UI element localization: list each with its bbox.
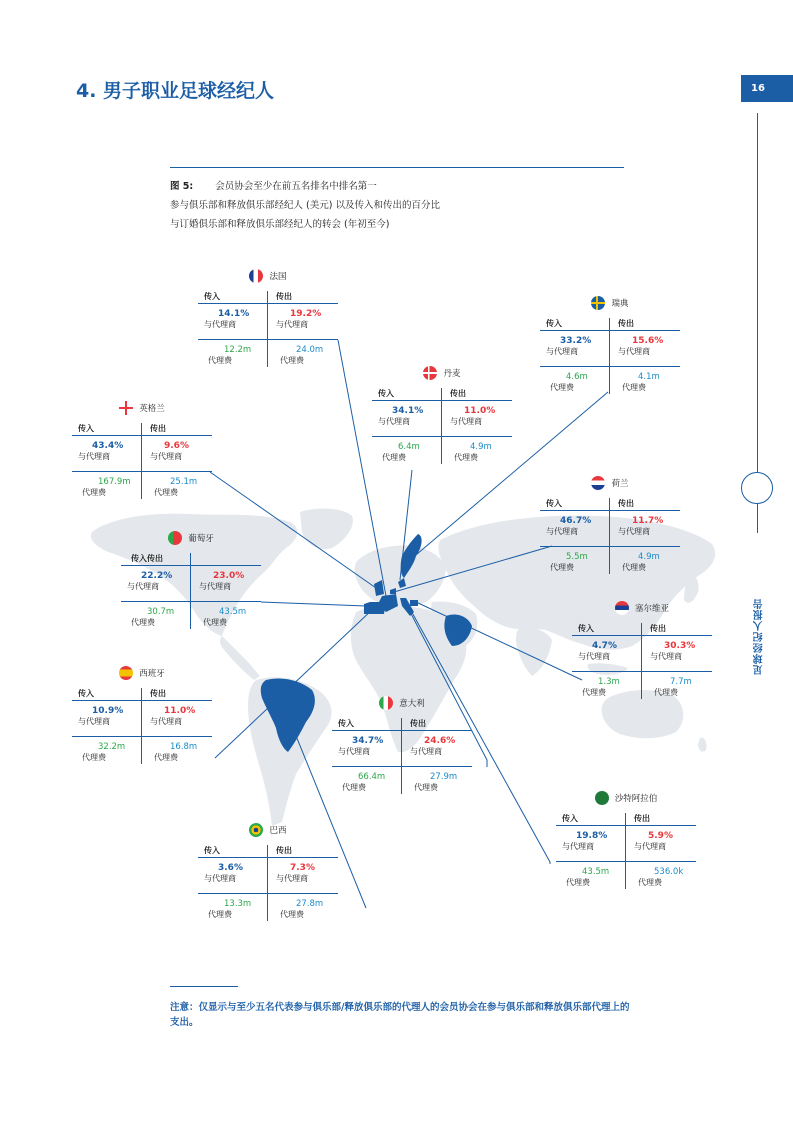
denmark-flag-icon — [423, 366, 437, 380]
agent-fee-label: 代理费 — [414, 783, 438, 792]
divider — [72, 736, 212, 737]
divider — [267, 291, 268, 367]
agent-fee-label: 代理费 — [82, 753, 106, 762]
with-agent-label: 与代理商 — [378, 417, 410, 426]
divider — [372, 400, 512, 401]
in-header: 传入 — [338, 719, 354, 728]
divider — [556, 825, 696, 826]
with-agent-label: 与代理商 — [204, 874, 236, 883]
in-header: 传入 — [78, 689, 94, 698]
page-number-badge: 16 — [741, 75, 793, 102]
divider — [609, 318, 610, 394]
out-header: 传出 — [276, 846, 292, 855]
agent-fee-label: 代理费 — [622, 563, 646, 572]
with-agent-label: 与代理商 — [634, 842, 666, 851]
country-name: 法国 — [269, 272, 287, 282]
agent-fee-label: 代理费 — [280, 910, 304, 919]
out-pct: 15.6% — [632, 336, 664, 346]
out-fee: 16.8m — [170, 742, 198, 752]
agent-fee-label: 代理费 — [208, 356, 232, 365]
divider — [540, 330, 680, 331]
in-header: 传入 — [378, 389, 394, 398]
divider — [625, 813, 626, 889]
caption-line-1: 会员协会至少在前五名排名中排名第一 — [215, 181, 377, 192]
divider — [72, 471, 212, 472]
country-name: 塞尔维亚 — [634, 604, 669, 614]
in-pct: 3.6% — [218, 863, 243, 873]
in-fee: 66.4m — [358, 772, 386, 782]
in-header: 传入 — [204, 292, 220, 301]
in-pct: 33.2% — [560, 336, 592, 346]
country-block-portugal — [121, 530, 261, 640]
divider — [441, 388, 442, 464]
in-pct: 4.7% — [592, 641, 617, 651]
in-pct: 10.9% — [92, 706, 124, 716]
note-rule — [170, 986, 238, 987]
out-fee: 536.0k — [654, 867, 684, 877]
with-agent-label: 与代理商 — [78, 717, 110, 726]
agent-fee-label: 代理费 — [131, 618, 155, 627]
out-pct: 11.7% — [632, 516, 664, 526]
out-header: 传出 — [450, 389, 466, 398]
in-header: 传入 — [78, 424, 94, 433]
agent-fee-label: 代理费 — [154, 753, 178, 762]
out-pct: 11.0% — [464, 406, 496, 416]
spain-flag-icon — [119, 666, 133, 680]
agent-fee-label: 代理费 — [382, 453, 406, 462]
with-agent-label: 与代理商 — [578, 652, 610, 661]
divider — [572, 671, 712, 672]
netherlands-flag-icon — [591, 476, 605, 490]
with-agent-label: 与代理商 — [650, 652, 682, 661]
out-fee: 25.1m — [170, 477, 198, 487]
in-header: 传入 — [204, 846, 220, 855]
in-out-header: 传入传出 — [131, 554, 163, 563]
with-agent-label: 与代理商 — [546, 527, 578, 536]
with-agent-label: 与代理商 — [150, 717, 182, 726]
out-fee: 27.9m — [430, 772, 458, 782]
divider — [540, 366, 680, 367]
country-block-england — [72, 400, 212, 510]
with-agent-label: 与代理商 — [618, 347, 650, 356]
italy-flag-icon — [379, 696, 393, 710]
out-pct: 23.0% — [213, 571, 245, 581]
out-fee: 27.8m — [296, 899, 324, 909]
divider — [332, 730, 472, 731]
france-flag-icon — [249, 269, 263, 283]
out-fee: 4.9m — [470, 442, 492, 452]
divider — [540, 510, 680, 511]
out-fee: 4.1m — [638, 372, 660, 382]
country-name: 荷兰 — [611, 479, 629, 489]
out-pct: 7.3% — [290, 863, 315, 873]
agent-fee-label: 代理费 — [154, 488, 178, 497]
agent-fee-label: 代理费 — [82, 488, 106, 497]
country-name: 西班牙 — [139, 669, 165, 679]
agent-fee-label: 代理费 — [342, 783, 366, 792]
portugal-flag-icon — [168, 531, 182, 545]
country-name: 沙特阿拉伯 — [614, 794, 658, 804]
divider — [121, 565, 261, 566]
saudi-arabia-flag-icon — [595, 791, 609, 805]
out-fee: 4.9m — [638, 552, 660, 562]
in-fee: 4.6m — [566, 372, 588, 382]
out-fee: 24.0m — [296, 345, 324, 355]
country-name: 葡萄牙 — [188, 534, 214, 544]
out-pct: 9.6% — [164, 441, 189, 451]
divider — [72, 435, 212, 436]
in-fee: 43.5m — [582, 867, 610, 877]
divider — [267, 845, 268, 921]
in-fee: 13.3m — [224, 899, 252, 909]
with-agent-label: 与代理商 — [78, 452, 110, 461]
divider — [190, 553, 191, 629]
page-title: 4. 男子职业足球经纪人 — [76, 80, 275, 102]
caption-line-2: 参与俱乐部和释放俱乐部经纪人 (美元) 以及传入和传出的百分比 — [170, 200, 440, 211]
footnote: 注意：仅显示与至少五名代表参与俱乐部/释放俱乐部的代理人的会员协会在参与俱乐部和释放俱乐部代理上的支出。 — [170, 1002, 630, 1028]
country-block-netherlands — [540, 475, 680, 585]
out-pct: 30.3% — [664, 641, 696, 651]
divider — [641, 623, 642, 699]
agent-fee-label: 代理费 — [208, 910, 232, 919]
in-header: 传入 — [562, 814, 578, 823]
divider — [572, 635, 712, 636]
country-name: 巴西 — [269, 826, 287, 836]
with-agent-label: 与代理商 — [450, 417, 482, 426]
in-header: 传入 — [546, 319, 562, 328]
country-block-italy — [332, 695, 472, 805]
in-fee: 5.5m — [566, 552, 588, 562]
out-pct: 24.6% — [424, 736, 456, 746]
out-pct: 11.0% — [164, 706, 196, 716]
leader-portugal — [261, 602, 366, 606]
in-fee: 32.2m — [98, 742, 126, 752]
agent-fee-label: 代理费 — [280, 356, 304, 365]
out-header: 传出 — [410, 719, 426, 728]
with-agent-label: 与代理商 — [338, 747, 370, 756]
in-fee: 1.3m — [598, 677, 620, 687]
agent-fee-label: 代理费 — [566, 878, 590, 887]
divider — [141, 423, 142, 499]
in-fee: 6.4m — [398, 442, 420, 452]
with-agent-label: 与代理商 — [618, 527, 650, 536]
country-name: 瑞典 — [611, 299, 629, 309]
out-fee: 43.5m — [219, 607, 247, 617]
country-block-saudi-arabia — [556, 790, 696, 900]
divider — [198, 857, 338, 858]
in-fee: 12.2m — [224, 345, 252, 355]
out-header: 传出 — [150, 424, 166, 433]
with-agent-label: 与代理商 — [546, 347, 578, 356]
with-agent-label: 与代理商 — [150, 452, 182, 461]
divider — [198, 893, 338, 894]
country-name: 丹麦 — [443, 369, 461, 379]
caption-line-3: 与订婚俱乐部和释放俱乐部经纪人的转会 (年初至今) — [170, 219, 390, 230]
with-agent-label: 与代理商 — [204, 320, 236, 329]
in-fee: 167.9m — [98, 477, 131, 487]
map-spain — [370, 602, 386, 614]
in-pct: 43.4% — [92, 441, 124, 451]
with-agent-label: 与代理商 — [276, 874, 308, 883]
sweden-flag-icon — [591, 296, 605, 310]
out-header: 传出 — [618, 319, 634, 328]
agent-fee-label: 代理费 — [203, 618, 227, 627]
out-header: 传出 — [634, 814, 650, 823]
country-name: 意大利 — [399, 699, 425, 709]
with-agent-label: 与代理商 — [410, 747, 442, 756]
divider — [72, 700, 212, 701]
agent-fee-label: 代理费 — [550, 563, 574, 572]
divider — [332, 766, 472, 767]
divider — [198, 303, 338, 304]
out-fee: 7.7m — [670, 677, 692, 687]
in-pct: 14.1% — [218, 309, 250, 319]
out-header: 传出 — [618, 499, 634, 508]
agent-fee-label: 代理费 — [654, 688, 678, 697]
divider — [121, 601, 261, 602]
in-pct: 22.2% — [141, 571, 173, 581]
out-header: 传出 — [276, 292, 292, 301]
in-pct: 34.7% — [352, 736, 384, 746]
country-block-serbia — [572, 600, 712, 710]
divider — [556, 861, 696, 862]
out-header: 传出 — [650, 624, 666, 633]
out-pct: 5.9% — [648, 831, 673, 841]
england-flag-icon — [119, 401, 133, 415]
out-header: 传出 — [150, 689, 166, 698]
country-block-sweden — [540, 295, 680, 405]
brazil-flag-icon — [249, 823, 263, 837]
with-agent-label: 与代理商 — [562, 842, 594, 851]
in-pct: 46.7% — [560, 516, 592, 526]
divider — [609, 498, 610, 574]
out-pct: 19.2% — [290, 309, 322, 319]
side-report-label: 足球经纪人报告 — [754, 598, 765, 675]
serbia-flag-icon — [615, 601, 629, 615]
map-serbia — [410, 600, 418, 606]
in-fee: 30.7m — [147, 607, 175, 617]
agent-fee-label: 代理费 — [582, 688, 606, 697]
with-agent-label: 与代理商 — [127, 582, 159, 591]
in-pct: 34.1% — [392, 406, 424, 416]
divider — [540, 546, 680, 547]
figure-number: 图 5: — [170, 181, 194, 192]
with-agent-label: 与代理商 — [276, 320, 308, 329]
agent-fee-label: 代理费 — [638, 878, 662, 887]
country-block-denmark — [372, 365, 512, 475]
divider — [198, 339, 338, 340]
agent-fee-label: 代理费 — [454, 453, 478, 462]
agent-fee-label: 代理费 — [550, 383, 574, 392]
country-block-spain — [72, 665, 212, 775]
in-header: 传入 — [546, 499, 562, 508]
divider — [401, 718, 402, 794]
divider — [372, 436, 512, 437]
divider — [141, 688, 142, 764]
with-agent-label: 与代理商 — [199, 582, 231, 591]
in-pct: 19.8% — [576, 831, 608, 841]
in-header: 传入 — [578, 624, 594, 633]
agent-fee-label: 代理费 — [622, 383, 646, 392]
country-block-brazil — [198, 822, 338, 932]
country-block-france — [198, 268, 338, 378]
country-name: 英格兰 — [139, 404, 165, 414]
